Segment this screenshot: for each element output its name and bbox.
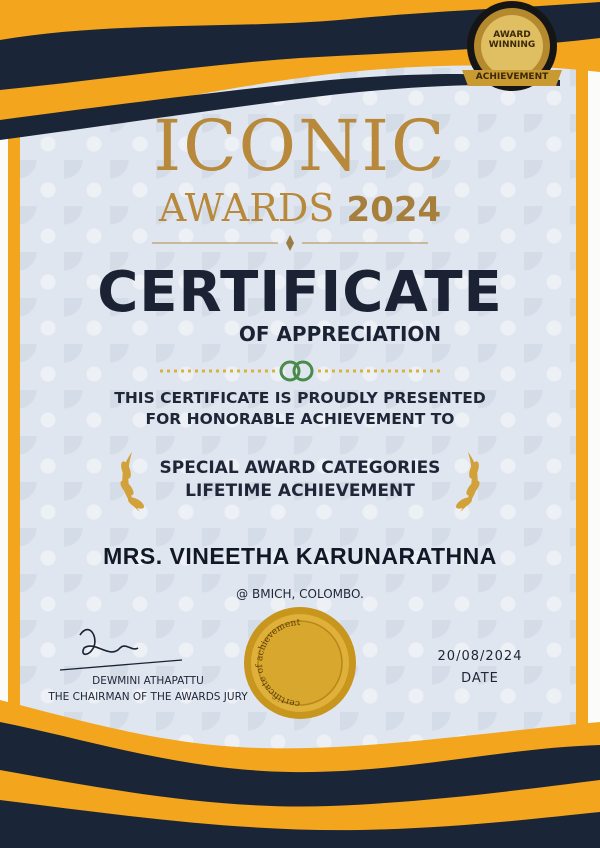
signer-role: THE CHAIRMAN OF THE AWARDS JURY xyxy=(48,691,248,703)
signer-name: DEWMINI ATHAPATTU xyxy=(92,675,204,687)
event-subtitle: AWARDS xyxy=(158,186,335,230)
date-block xyxy=(410,646,550,690)
date-value: 20/08/2024 xyxy=(437,649,523,664)
badge-award xyxy=(478,30,546,50)
certificate-title: CERTIFICATE xyxy=(97,260,503,325)
seal-text: certificate of achievement xyxy=(255,617,301,709)
category-line-2: LIFETIME ACHIEVEMENT xyxy=(185,481,415,501)
category-line-1: SPECIAL AWARD CATEGORIES xyxy=(159,458,441,478)
event-subtitle-row xyxy=(0,186,600,232)
badge-line2: WINNING xyxy=(488,40,536,50)
event-title: ICONIC xyxy=(153,105,447,187)
presented-line-2: FOR HONORABLE ACHIEVEMENT TO xyxy=(145,410,455,428)
badge-ribbon: ACHIEVEMENT xyxy=(475,72,549,82)
event-year: 2024 xyxy=(346,190,442,230)
badge-line1: AWARD xyxy=(493,30,531,40)
recipient-name: MRS. VINEETHA KARUNARATHNA xyxy=(103,543,497,569)
certificate-subtitle: OF APPRECIATION xyxy=(238,322,442,346)
presented-line-1: THIS CERTIFICATE IS PROUDLY PRESENTED xyxy=(114,389,486,407)
venue: @ BMICH, COLOMBO. xyxy=(236,587,364,601)
date-label: DATE xyxy=(461,671,499,686)
signature-block xyxy=(28,673,268,705)
